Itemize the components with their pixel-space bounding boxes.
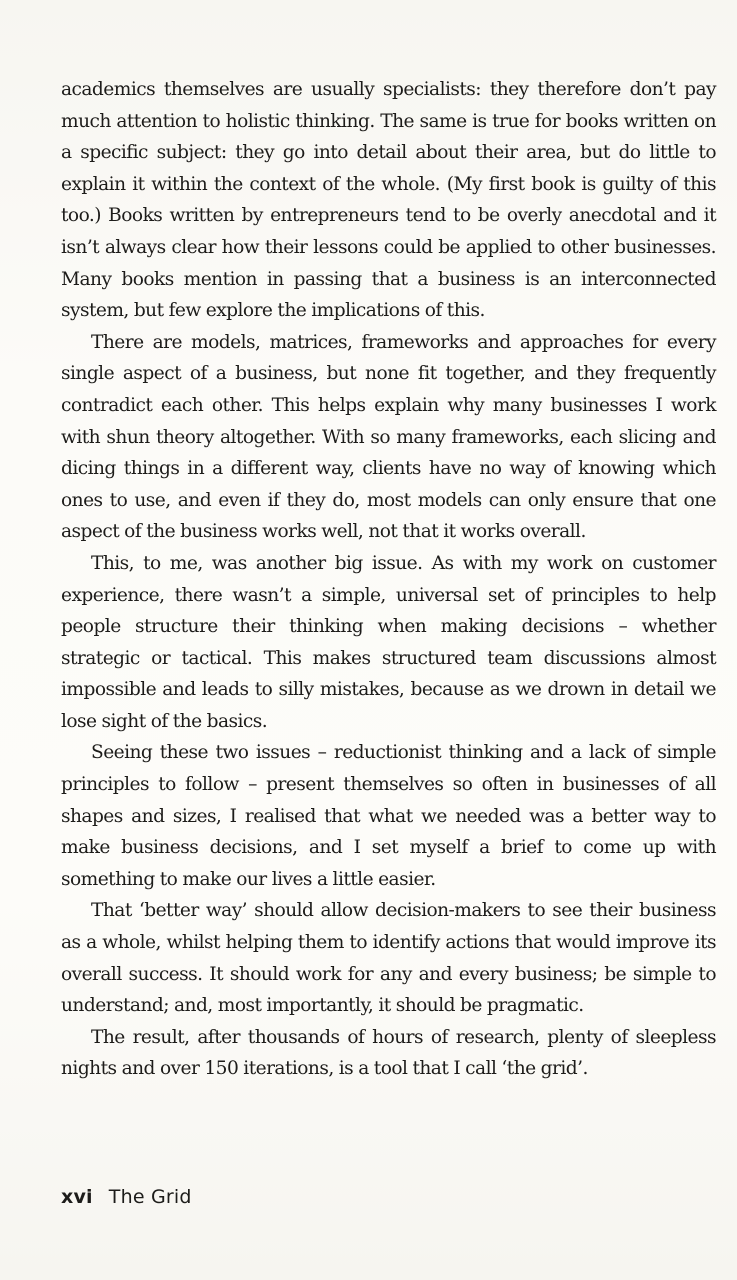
paragraph-2: There are models, matrices, frameworks and approaches for every single aspect of a business, but none fit together, and they frequently contradict each other. This helps explain why many businesses I work with shun theory altogether. With so many frameworks, each slicing and dicing things in a different way, clients have no way of knowing which ones to use, and even if they do, most models can only ensure that one aspect of the business works well, not that it works overall. [61,331,716,543]
paragraph-4: Seeing these two issues – reductionist thinking and a lack of simple principles to follow – present themselves so often in businesses of all shapes and sizes, I realised that what we needed was a better way to make business decisions, and I set myself a brief to come up with something to make our lives a little easier. [61,742,716,890]
body-text [61,74,716,1085]
page-footer [61,1186,192,1208]
paragraph-1: academics themselves are usually specialists: they therefore don’t pay much attention to holistic thinking. The same is true for books written on a specific subject: they go into detail about their area, but do little to explain it within the context of the whole. (My first book is guilty of this too.) Books written by entrepreneurs tend to be overly anecdotal and it isn’t always clear how their lessons could be applied to other businesses. Many books mention in passing that a business is an interconnected system, but few explore the implications of this. [61,79,716,322]
page-number: xvi [61,1186,93,1208]
paragraph-5: That ‘better way’ should allow decision-makers to see their business as a whole, whilst helping them to identify actions that would improve its overall success. It should work for any and every business; be simple to understand; and, most importantly, it should be pragmatic. [61,900,716,1017]
paragraph-3: This, to me, was another big issue. As with my work on customer experience, there wasn’t a simple, universal set of principles to help people structure their thinking when making decisions – whether strategic or tactical. This makes structured team discussions almost impossible and leads to silly mistakes, because as we drown in detail we lose sight of the basics. [61,552,716,732]
running-title: The Grid [108,1186,192,1208]
paragraph-6: The result, after thousands of hours of research, plenty of sleepless nights and over 150 iterations, is a tool that I call ‘the grid’. [61,1026,716,1080]
